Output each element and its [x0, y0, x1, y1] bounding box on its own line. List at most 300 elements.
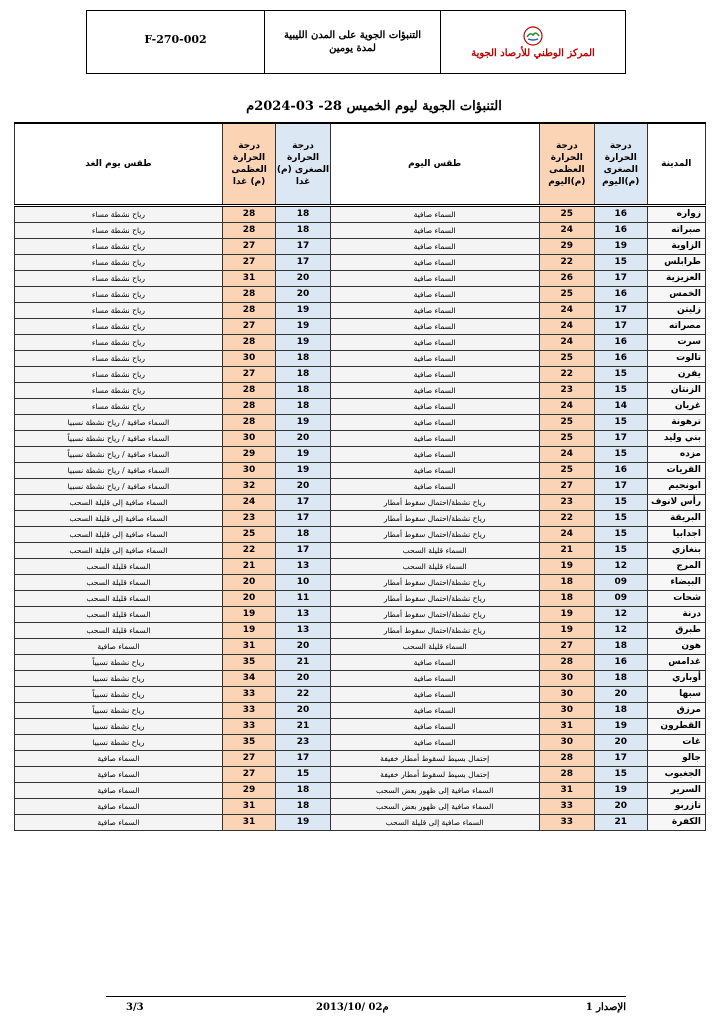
- row-today-weather: السماء صافية: [330, 255, 539, 271]
- row-today-max: 28: [539, 767, 594, 783]
- row-tomorrow-weather: السماء صافية: [15, 639, 223, 655]
- row-today-min: 17: [595, 271, 647, 287]
- row-tomorrow-max: 34: [222, 671, 275, 687]
- row-today-weather: السماء قليلة السحب: [330, 559, 539, 575]
- row-today-min: 17: [595, 479, 647, 495]
- table-row: [15, 383, 706, 399]
- row-tomorrow-max: 19: [222, 623, 275, 639]
- row-tomorrow-weather: رياح نشطة مساء: [15, 255, 223, 271]
- row-today-weather: السماء صافية: [330, 206, 539, 223]
- row-tomorrow-weather: السماء قليلة السحب: [15, 623, 223, 639]
- row-tomorrow-max: 29: [222, 447, 275, 463]
- row-tomorrow-min: 21: [276, 719, 330, 735]
- row-tomorrow-min: 17: [276, 511, 330, 527]
- row-city: جالو: [647, 751, 706, 767]
- row-city: مزده: [647, 447, 706, 463]
- table-row: [15, 287, 706, 303]
- row-today-weather: السماء صافية: [330, 655, 539, 671]
- table-row: [15, 223, 706, 239]
- table-row: [15, 639, 706, 655]
- row-today-max: 27: [539, 479, 594, 495]
- row-tomorrow-min: 17: [276, 239, 330, 255]
- row-tomorrow-weather: رياح نشطة مساء: [15, 239, 223, 255]
- row-city: تالوت: [647, 351, 706, 367]
- row-city: الجغبوب: [647, 767, 706, 783]
- row-city: يفرن: [647, 367, 706, 383]
- header-title-line2: لمدة يومين: [329, 43, 376, 54]
- row-tomorrow-weather: رياح نشطة مساء: [15, 367, 223, 383]
- row-today-max: 33: [539, 799, 594, 815]
- footer-date: 2013/10/ 02م: [316, 1002, 389, 1013]
- table-row: [15, 687, 706, 703]
- row-today-min: 16: [595, 351, 647, 367]
- row-tomorrow-min: 19: [276, 463, 330, 479]
- row-today-weather: السماء صافية إلى ظهور بعض السحب: [330, 799, 539, 815]
- row-today-min: 16: [595, 223, 647, 239]
- row-tomorrow-min: 23: [276, 735, 330, 751]
- row-tomorrow-weather: رياح نشطة مساء: [15, 206, 223, 223]
- row-today-max: 30: [539, 703, 594, 719]
- row-tomorrow-max: 33: [222, 719, 275, 735]
- col-city-header: المدينة: [647, 123, 706, 206]
- row-today-max: 24: [539, 335, 594, 351]
- row-tomorrow-min: 15: [276, 767, 330, 783]
- table-row: [15, 431, 706, 447]
- row-tomorrow-max: 19: [222, 607, 275, 623]
- header-title: [265, 11, 441, 73]
- row-today-weather: السماء صافية: [330, 303, 539, 319]
- row-tomorrow-max: 27: [222, 319, 275, 335]
- row-today-weather: السماء صافية: [330, 399, 539, 415]
- row-tomorrow-weather: السماء صافية: [15, 815, 223, 831]
- row-city: الكفرة: [647, 815, 706, 831]
- row-tomorrow-min: 17: [276, 255, 330, 271]
- row-city: بنغازي: [647, 543, 706, 559]
- row-tomorrow-weather: السماء صافية إلى قليلة السحب: [15, 543, 223, 559]
- row-tomorrow-max: 25: [222, 527, 275, 543]
- row-city: زليتن: [647, 303, 706, 319]
- row-tomorrow-weather: السماء صافية إلى قليلة السحب: [15, 495, 223, 511]
- row-tomorrow-weather: السماء صافية: [15, 799, 223, 815]
- row-tomorrow-weather: السماء صافية: [15, 783, 223, 799]
- table-row: [15, 447, 706, 463]
- table-row: [15, 415, 706, 431]
- row-today-min: 19: [595, 719, 647, 735]
- row-city: الخمس: [647, 287, 706, 303]
- row-today-weather: السماء صافية: [330, 735, 539, 751]
- row-today-max: 22: [539, 511, 594, 527]
- row-city: اجدابيا: [647, 527, 706, 543]
- row-today-weather: السماء صافية: [330, 463, 539, 479]
- row-today-min: 16: [595, 463, 647, 479]
- row-today-weather: السماء صافية: [330, 687, 539, 703]
- col-today-min-header: درجة الحرارة الصغرى (م)اليوم: [595, 123, 647, 206]
- row-today-max: 24: [539, 319, 594, 335]
- row-today-weather: السماء صافية: [330, 703, 539, 719]
- col-today-weather-header: طقس اليوم: [330, 123, 539, 206]
- row-tomorrow-min: 19: [276, 447, 330, 463]
- row-today-min: 15: [595, 495, 647, 511]
- col-tomorrow-min-header: درجة الحرارة الصغرى (م) غدا: [276, 123, 330, 206]
- row-today-min: 20: [595, 735, 647, 751]
- row-today-min: 16: [595, 655, 647, 671]
- table-row: [15, 511, 706, 527]
- row-tomorrow-max: 30: [222, 463, 275, 479]
- row-today-min: 17: [595, 751, 647, 767]
- table-row: [15, 271, 706, 287]
- row-today-min: 20: [595, 799, 647, 815]
- row-city: مرزق: [647, 703, 706, 719]
- row-tomorrow-weather: السماء قليلة السحب: [15, 575, 223, 591]
- row-city: أوباري: [647, 671, 706, 687]
- table-row: [15, 623, 706, 639]
- row-city: ترهونة: [647, 415, 706, 431]
- row-tomorrow-max: 20: [222, 575, 275, 591]
- table-row: [15, 735, 706, 751]
- row-today-weather: السماء صافية: [330, 431, 539, 447]
- forecast-title: التنبؤات الجوية ليوم الخميس 28- 03-2024م: [246, 99, 502, 114]
- row-tomorrow-weather: رياح نشطة نسبيا: [15, 719, 223, 735]
- row-today-min: 15: [595, 767, 647, 783]
- row-today-weather: السماء صافية: [330, 383, 539, 399]
- row-tomorrow-weather: السماء صافية / رياح نشطة نسبياً: [15, 431, 223, 447]
- row-tomorrow-min: 18: [276, 399, 330, 415]
- table-row: [15, 303, 706, 319]
- row-today-weather: السماء صافية: [330, 239, 539, 255]
- row-tomorrow-weather: السماء قليلة السحب: [15, 559, 223, 575]
- row-tomorrow-min: 21: [276, 655, 330, 671]
- row-today-min: 15: [595, 383, 647, 399]
- row-tomorrow-min: 13: [276, 607, 330, 623]
- row-tomorrow-min: 13: [276, 623, 330, 639]
- table-row: [15, 559, 706, 575]
- row-tomorrow-min: 17: [276, 543, 330, 559]
- document-code: F-270-002: [87, 11, 265, 73]
- row-tomorrow-weather: السماء صافية: [15, 751, 223, 767]
- row-tomorrow-max: 32: [222, 479, 275, 495]
- row-tomorrow-min: 19: [276, 335, 330, 351]
- row-today-weather: إحتمال بسيط لسقوط أمطار خفيفة: [330, 751, 539, 767]
- table-row: [15, 335, 706, 351]
- row-tomorrow-weather: رياح نشطة مساء: [15, 223, 223, 239]
- table-row: [15, 591, 706, 607]
- col-tomorrow-max-header: درجة الحرارة العظمى (م) غدا: [222, 123, 275, 206]
- row-tomorrow-max: 27: [222, 767, 275, 783]
- row-tomorrow-weather: السماء صافية / رياح نشطة نسبياً: [15, 447, 223, 463]
- row-today-max: 25: [539, 206, 594, 223]
- row-tomorrow-min: 18: [276, 206, 330, 223]
- row-today-min: 09: [595, 591, 647, 607]
- row-today-max: 18: [539, 575, 594, 591]
- row-today-min: 18: [595, 703, 647, 719]
- row-today-weather: رياح نشطة/احتمال سقوط أمطار: [330, 575, 539, 591]
- row-tomorrow-min: 11: [276, 591, 330, 607]
- row-tomorrow-max: 28: [222, 415, 275, 431]
- row-tomorrow-weather: رياح نشطة نسبياً: [15, 687, 223, 703]
- row-city: هون: [647, 639, 706, 655]
- row-today-min: 15: [595, 415, 647, 431]
- row-today-max: 28: [539, 751, 594, 767]
- row-tomorrow-weather: رياح نشطة مساء: [15, 399, 223, 415]
- row-tomorrow-weather: السماء قليلة السحب: [15, 591, 223, 607]
- row-city: شحات: [647, 591, 706, 607]
- row-today-weather: السماء صافية إلى ظهور بعض السحب: [330, 783, 539, 799]
- row-tomorrow-weather: رياح نشطة نسبياً: [15, 703, 223, 719]
- row-tomorrow-max: 24: [222, 495, 275, 511]
- row-tomorrow-weather: السماء قليلة السحب: [15, 607, 223, 623]
- row-today-weather: رياح نشطة/احتمال سقوط أمطار: [330, 511, 539, 527]
- row-today-weather: السماء قليلة السحب: [330, 543, 539, 559]
- row-today-weather: رياح نشطة/احتمال سقوط أمطار: [330, 495, 539, 511]
- row-today-weather: السماء صافية: [330, 367, 539, 383]
- table-row: [15, 319, 706, 335]
- row-city: غات: [647, 735, 706, 751]
- row-tomorrow-max: 28: [222, 303, 275, 319]
- row-today-max: 30: [539, 735, 594, 751]
- row-today-max: 30: [539, 687, 594, 703]
- row-tomorrow-max: 35: [222, 735, 275, 751]
- row-today-weather: السماء صافية: [330, 287, 539, 303]
- row-today-max: 24: [539, 303, 594, 319]
- row-today-max: 22: [539, 367, 594, 383]
- table-row: [15, 671, 706, 687]
- row-tomorrow-weather: رياح نشطة مساء: [15, 383, 223, 399]
- row-tomorrow-min: 19: [276, 415, 330, 431]
- row-tomorrow-min: 20: [276, 703, 330, 719]
- row-today-max: 19: [539, 607, 594, 623]
- row-tomorrow-min: 18: [276, 783, 330, 799]
- row-city: بني وليد: [647, 431, 706, 447]
- row-city: صبراته: [647, 223, 706, 239]
- row-tomorrow-min: 20: [276, 639, 330, 655]
- forecast-table-container: [14, 122, 706, 855]
- table-row: [15, 815, 706, 831]
- row-tomorrow-min: 18: [276, 799, 330, 815]
- row-today-weather: رياح نشطة/احتمال سقوط أمطار: [330, 623, 539, 639]
- row-city: تازربو: [647, 799, 706, 815]
- table-row: [15, 367, 706, 383]
- row-tomorrow-weather: رياح نشطة مساء: [15, 271, 223, 287]
- col-today-max-header: درجة الحرارة العظمى (م)اليوم: [539, 123, 594, 206]
- table-header-row: [15, 123, 706, 206]
- table-row: [15, 575, 706, 591]
- row-city: العزيزية: [647, 271, 706, 287]
- row-tomorrow-weather: السماء صافية: [15, 767, 223, 783]
- table-row: [15, 351, 706, 367]
- forecast-table-body: [15, 206, 706, 831]
- row-today-max: 29: [539, 239, 594, 255]
- row-tomorrow-max: 22: [222, 543, 275, 559]
- row-tomorrow-min: 20: [276, 271, 330, 287]
- row-city: سرت: [647, 335, 706, 351]
- row-today-max: 28: [539, 655, 594, 671]
- row-tomorrow-min: 18: [276, 351, 330, 367]
- row-today-max: 25: [539, 351, 594, 367]
- row-tomorrow-max: 35: [222, 655, 275, 671]
- row-today-min: 09: [595, 575, 647, 591]
- row-tomorrow-min: 20: [276, 431, 330, 447]
- row-tomorrow-max: 28: [222, 399, 275, 415]
- row-today-min: 21: [595, 815, 647, 831]
- row-tomorrow-weather: السماء صافية إلى قليلة السحب: [15, 511, 223, 527]
- row-today-weather: السماء صافية: [330, 479, 539, 495]
- table-row: [15, 239, 706, 255]
- row-tomorrow-weather: رياح نشطة نسبياً: [15, 655, 223, 671]
- row-today-min: 15: [595, 447, 647, 463]
- row-today-max: 24: [539, 447, 594, 463]
- row-today-max: 25: [539, 415, 594, 431]
- row-today-max: 18: [539, 591, 594, 607]
- footer-divider: [106, 996, 626, 997]
- table-row: [15, 543, 706, 559]
- row-today-weather: السماء قليلة السحب: [330, 639, 539, 655]
- organization-block: [441, 11, 625, 73]
- document-header: [86, 10, 626, 74]
- row-today-max: 19: [539, 559, 594, 575]
- row-tomorrow-max: 27: [222, 367, 275, 383]
- row-today-min: 19: [595, 783, 647, 799]
- row-today-weather: رياح نشطة/احتمال سقوط أمطار: [330, 527, 539, 543]
- row-city: رأس لانوف: [647, 495, 706, 511]
- row-tomorrow-min: 19: [276, 815, 330, 831]
- row-today-max: 23: [539, 495, 594, 511]
- table-row: [15, 751, 706, 767]
- row-tomorrow-weather: رياح نشطة مساء: [15, 303, 223, 319]
- row-today-weather: السماء صافية: [330, 671, 539, 687]
- row-today-min: 12: [595, 607, 647, 623]
- table-row: [15, 495, 706, 511]
- row-today-min: 16: [595, 335, 647, 351]
- row-tomorrow-min: 17: [276, 495, 330, 511]
- table-row: [15, 719, 706, 735]
- row-today-weather: إحتمال بسيط لسقوط أمطار خفيفة: [330, 767, 539, 783]
- row-city: البريقة: [647, 511, 706, 527]
- row-today-min: 16: [595, 287, 647, 303]
- row-today-max: 19: [539, 623, 594, 639]
- row-today-max: 27: [539, 639, 594, 655]
- row-today-min: 15: [595, 511, 647, 527]
- row-tomorrow-weather: رياح نشطة نسبيا: [15, 671, 223, 687]
- table-row: [15, 399, 706, 415]
- table-row: [15, 255, 706, 271]
- row-today-weather: السماء صافية: [330, 335, 539, 351]
- table-row: [15, 767, 706, 783]
- row-today-weather: السماء صافية إلى قليلة السحب: [330, 815, 539, 831]
- row-tomorrow-min: 20: [276, 479, 330, 495]
- row-tomorrow-min: 18: [276, 223, 330, 239]
- footer-page-number: 3/3: [126, 1002, 144, 1013]
- row-today-min: 17: [595, 431, 647, 447]
- row-tomorrow-max: 31: [222, 799, 275, 815]
- row-tomorrow-weather: السماء صافية / رياح نشطة نسبيا: [15, 479, 223, 495]
- row-tomorrow-max: 30: [222, 431, 275, 447]
- row-today-max: 22: [539, 255, 594, 271]
- row-city: طرابلس: [647, 255, 706, 271]
- row-city: ابونجيم: [647, 479, 706, 495]
- row-city: طبرق: [647, 623, 706, 639]
- row-tomorrow-weather: السماء صافية إلى قليلة السحب: [15, 527, 223, 543]
- row-tomorrow-min: 17: [276, 751, 330, 767]
- row-today-max: 21: [539, 543, 594, 559]
- row-tomorrow-weather: رياح نشطة نسبيا: [15, 735, 223, 751]
- row-today-max: 31: [539, 719, 594, 735]
- table-row: [15, 783, 706, 799]
- row-today-min: 17: [595, 319, 647, 335]
- row-today-weather: رياح نشطة/احتمال سقوط أمطار: [330, 607, 539, 623]
- table-row: [15, 655, 706, 671]
- row-today-max: 25: [539, 463, 594, 479]
- row-tomorrow-max: 27: [222, 751, 275, 767]
- table-row: [15, 527, 706, 543]
- row-today-min: 15: [595, 255, 647, 271]
- row-tomorrow-min: 19: [276, 303, 330, 319]
- row-today-min: 15: [595, 543, 647, 559]
- row-city: السرير: [647, 783, 706, 799]
- row-tomorrow-min: 20: [276, 671, 330, 687]
- row-tomorrow-max: 33: [222, 703, 275, 719]
- organization-logo-icon: [521, 26, 545, 46]
- row-tomorrow-max: 27: [222, 255, 275, 271]
- row-tomorrow-min: 20: [276, 287, 330, 303]
- table-row: [15, 799, 706, 815]
- row-tomorrow-max: 21: [222, 559, 275, 575]
- row-today-min: 14: [595, 399, 647, 415]
- row-tomorrow-min: 18: [276, 383, 330, 399]
- row-today-max: 24: [539, 223, 594, 239]
- row-today-min: 18: [595, 671, 647, 687]
- row-tomorrow-min: 19: [276, 319, 330, 335]
- row-today-weather: السماء صافية: [330, 351, 539, 367]
- row-city: البيضاء: [647, 575, 706, 591]
- row-tomorrow-max: 28: [222, 335, 275, 351]
- row-tomorrow-max: 31: [222, 271, 275, 287]
- row-today-min: 19: [595, 239, 647, 255]
- row-tomorrow-weather: رياح نشطة مساء: [15, 287, 223, 303]
- row-tomorrow-max: 28: [222, 206, 275, 223]
- table-row: [15, 479, 706, 495]
- row-today-min: 20: [595, 687, 647, 703]
- row-today-min: 18: [595, 639, 647, 655]
- row-tomorrow-min: 18: [276, 527, 330, 543]
- table-row: [15, 607, 706, 623]
- row-city: غدامس: [647, 655, 706, 671]
- row-tomorrow-max: 23: [222, 511, 275, 527]
- row-tomorrow-max: 28: [222, 383, 275, 399]
- row-tomorrow-weather: السماء صافية / رياح نشطة نسبيا: [15, 415, 223, 431]
- row-city: سبها: [647, 687, 706, 703]
- row-today-weather: السماء صافية: [330, 319, 539, 335]
- row-today-max: 24: [539, 527, 594, 543]
- row-city: الزاوية: [647, 239, 706, 255]
- table-row: [15, 463, 706, 479]
- row-today-max: 25: [539, 287, 594, 303]
- row-today-max: 23: [539, 383, 594, 399]
- row-tomorrow-min: 10: [276, 575, 330, 591]
- footer-edition: الإصدار 1: [585, 1002, 626, 1013]
- header-title-line1: التنبؤات الجوية على المدن الليبية: [283, 30, 422, 41]
- document-footer: [106, 1002, 626, 1018]
- row-today-weather: السماء صافية: [330, 447, 539, 463]
- row-tomorrow-weather: رياح نشطة مساء: [15, 335, 223, 351]
- row-city: غريان: [647, 399, 706, 415]
- row-tomorrow-max: 28: [222, 223, 275, 239]
- row-today-min: 16: [595, 206, 647, 223]
- row-today-weather: السماء صافية: [330, 415, 539, 431]
- col-tomorrow-weather-header: طقس يوم الغد: [15, 123, 223, 206]
- row-tomorrow-max: 33: [222, 687, 275, 703]
- row-today-max: 33: [539, 815, 594, 831]
- row-today-max: 26: [539, 271, 594, 287]
